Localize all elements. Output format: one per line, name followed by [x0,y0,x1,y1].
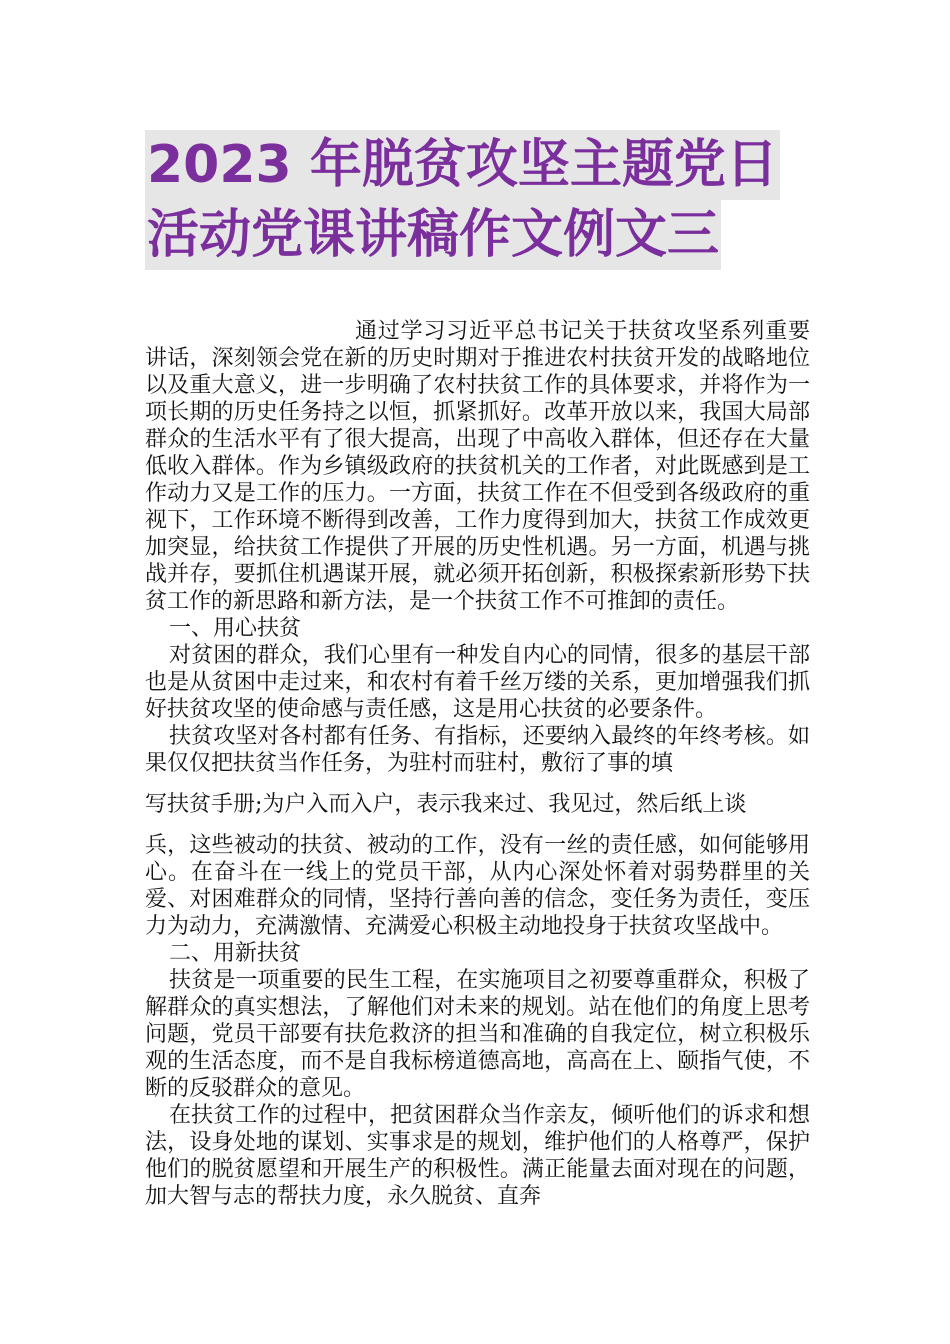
document-title [145,130,845,270]
document-body [145,318,810,1210]
paragraph-4: 扶贫是一项重要的民生工程，在实施项目之初要尊重群众，积极了解群众的真实想法，了解他们对未来的规划。站在他们的角度上思考问题，党员干部要有扶危救济的担当和准确的自我定位，树立积极乐观的生活态度，而不是自我标榜道德高地，高高在上、颐指气使，不断的反驳群众的意见。 [145,968,810,1101]
title-line-1: 2023 年脱贫攻坚主题党日 [145,130,780,200]
section-heading-2: 二、用新扶贫 [169,941,302,966]
paragraph-3-part-a: 扶贫攻坚对各村都有任务、有指标，还要纳入最终的年终考核。如果仅仅把扶贫当作任务，为驻村而驻村，敷衍了事的填 [145,724,810,776]
paragraph-3-part-c: 兵，这些被动的扶贫、被动的工作，没有一丝的责任感，如何能够用心。在奋斗在一线上的党员干部，从内心深处怀着对弱势群里的关爱、对困难群众的同情，坚持行善向善的信念，变任务为责任，变压力为动力，充满激情、充满爱心积极主动地投身于扶贫攻坚战中。 [145,833,810,939]
paragraph-intro: 通过学习习近平总书记关于扶贫攻坚系列重要讲话，深刻领会党在新的历史时期对于推进农村扶贫开发的战略地位以及重大意义，进一步明确了农村扶贫工作的具体要求，并将作为一项长期的历史任务持之以恒，抓紧抓好。改革开放以来，我国大局部群众的生活水平有了很大提高，出现了中高收入群体，但还存在大量低收入群体。作为乡镇级政府的扶贫机关的工作者，对此既感到是工作动力又是工作的压力。一方面，扶贫工作在不但受到各级政府的重视下，工作环境不断得到改善，工作力度得到加大，扶贫工作成效更加突显，给扶贫工作提供了开展的历史性机遇。另一方面，机遇与挑战并存，要抓住机遇谋开展，就必须开拓创新，积极探索新形势下扶贫工作的新思路和新方法，是一个扶贫工作不可推卸的责任。 [145,319,810,614]
paragraph-2: 对贫困的群众，我们心里有一种发自内心的同情，很多的基层干部也是从贫困中走过来，和农村有着千丝万缕的关系，更加增强我们抓好扶贫攻坚的使命感与责任感，这是用心扶贫的必要条件。 [145,643,810,722]
paragraph-3-part-b: 写扶贫手册;为户入而入户，表示我来过、我见过，然后纸上谈 [145,792,747,817]
title-line-2: 活动党课讲稿作文例文三 [145,200,721,270]
paragraph-5: 在扶贫工作的过程中，把贫困群众当作亲友，倾听他们的诉求和想法，设身处地的谋划、实事求是的规划，维护他们的人格尊严，保护他们的脱贫愿望和开展生产的积极性。满正能量去面对现在的问题，加大智与志的帮扶力度，永久脱贫、直奔 [145,1103,810,1209]
section-heading-1: 一、用心扶贫 [169,616,302,641]
